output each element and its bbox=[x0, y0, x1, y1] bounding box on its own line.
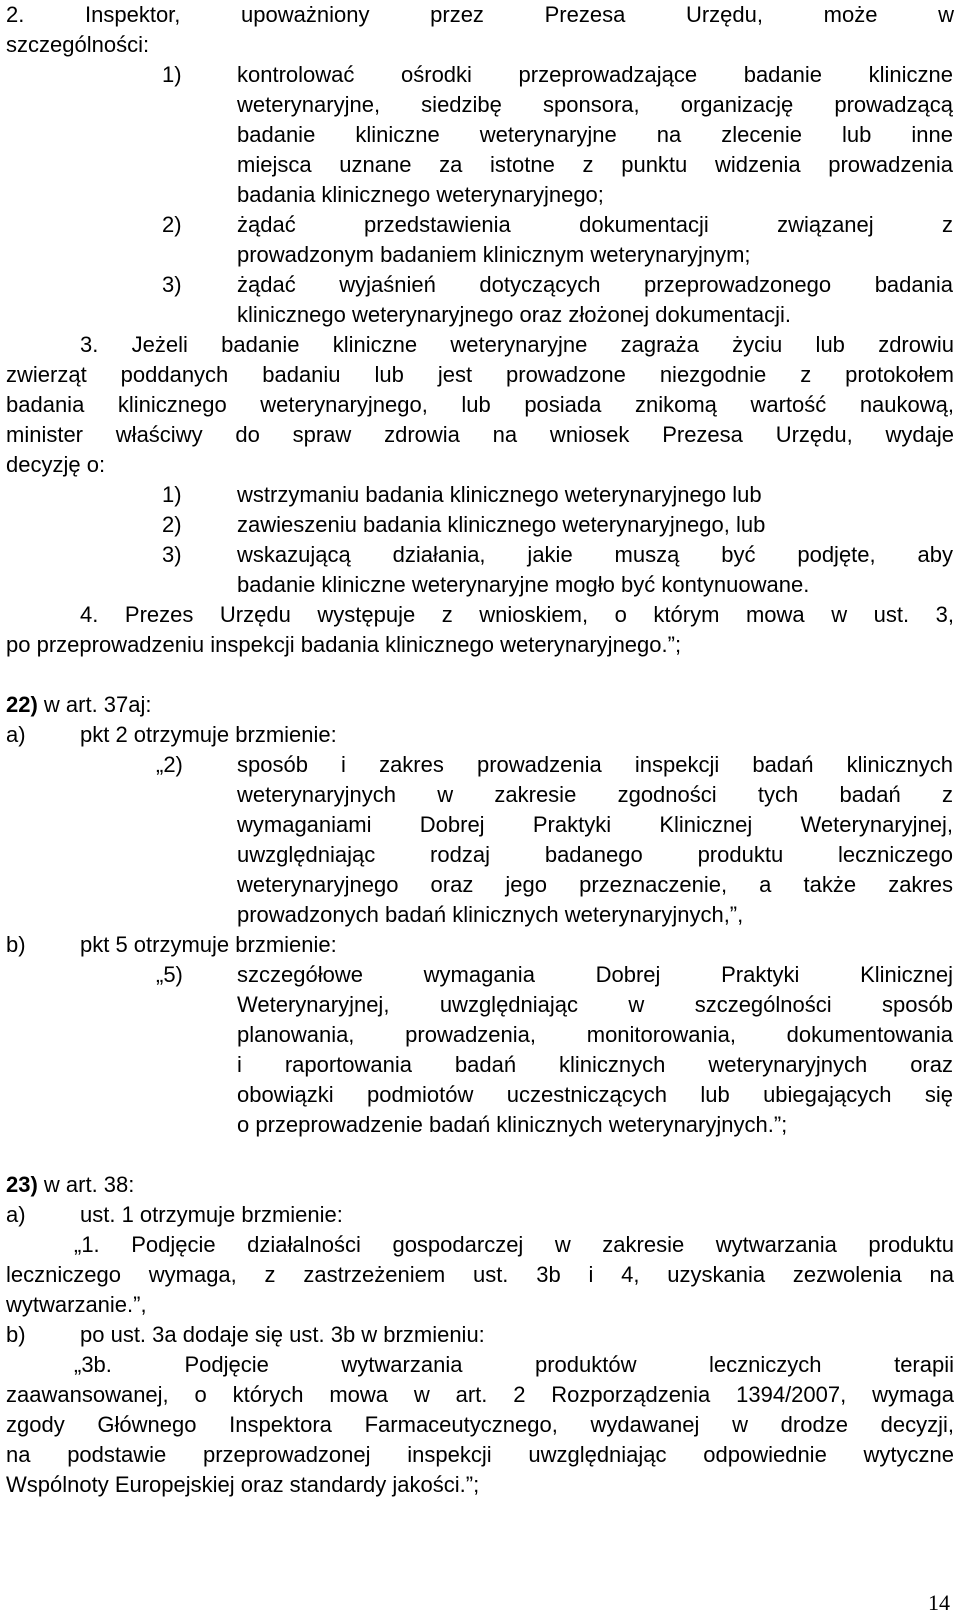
page-number: 14 bbox=[928, 1590, 950, 1615]
paragraph-line: „3b. Podjęcie wytwarzania produktów leczniczych terapii bbox=[74, 1352, 954, 1377]
list-number: 3) bbox=[162, 542, 182, 567]
list-item-text: weterynaryjne, siedzibę sponsora, organizację prowadzącą bbox=[237, 92, 953, 117]
list-item-text: badania klinicznego weterynaryjnego; bbox=[237, 182, 604, 207]
list-item-text: weterynaryjnego oraz jego przeznaczenie, a także zakres bbox=[237, 872, 953, 897]
list-item-text: obowiązki podmiotów uczestniczących lub ubiegających się bbox=[237, 1082, 953, 1107]
list-item-text: prowadzonym badaniem klinicznym weterynaryjnym; bbox=[237, 242, 751, 267]
paragraph-line: zaawansowanej, o których mowa w art. 2 Rozporządzenia 1394/2007, wymaga bbox=[6, 1382, 954, 1407]
list-item-text: miejsca uznane za istotne z punktu widzenia prowadzenia bbox=[237, 152, 953, 177]
list-number: „5) bbox=[156, 962, 183, 987]
list-item-text: uwzględniając rodzaj badanego produktu leczniczego bbox=[237, 842, 953, 867]
list-item-text: planowania, prowadzenia, monitorowania, dokumentowania bbox=[237, 1022, 953, 1047]
sub-point bbox=[6, 930, 954, 960]
list-number: 2) bbox=[162, 212, 182, 237]
paragraph-line: po przeprowadzeniu inspekcji badania klinicznego weterynaryjnego.”; bbox=[6, 632, 682, 657]
paragraph-line: wytwarzanie.”, bbox=[6, 1292, 147, 1317]
paragraph-line: szczególności: bbox=[6, 32, 150, 57]
paragraph-line: 2. Inspektor, upoważniony przez Prezesa Urzędu, może w bbox=[6, 2, 954, 27]
paragraph-line: leczniczego wymaga, z zastrzeżeniem ust. 3b i 4, uzyskania zezwolenia na bbox=[6, 1262, 954, 1287]
list-number: 1) bbox=[162, 62, 182, 87]
sub-point bbox=[6, 1200, 954, 1230]
paragraph-line: 3. Jeżeli badanie kliniczne weterynaryjne zagraża życiu lub zdrowiu bbox=[80, 332, 954, 357]
sub-point-text: pkt 5 otrzymuje brzmienie: bbox=[80, 932, 337, 957]
sub-point-label: a) bbox=[6, 1202, 26, 1227]
paragraph-line: zgody Głównego Inspektora Farmaceutycznego, wydawanej w drodze decyzji, bbox=[6, 1412, 954, 1437]
list-item-text: zawieszeniu badania klinicznego weterynaryjnego, lub bbox=[237, 512, 766, 537]
list-item-text: i raportowania badań klinicznych weterynaryjnych oraz bbox=[237, 1052, 953, 1077]
sub-point-label: a) bbox=[6, 722, 26, 747]
sub-point-text: ust. 1 otrzymuje brzmienie: bbox=[80, 1202, 343, 1227]
list-item-text: żądać wyjaśnień dotyczących przeprowadzonego badania bbox=[237, 272, 953, 297]
point-heading bbox=[6, 1170, 954, 1200]
list-item-text: Weterynaryjnej, uwzględniając w szczególności sposób bbox=[237, 992, 953, 1017]
paragraph-line: decyzję o: bbox=[6, 452, 106, 477]
list-item-text: żądać przedstawienia dokumentacji związanej z bbox=[237, 212, 953, 237]
list-item-text: prowadzonych badań klinicznych weterynaryjnych,”, bbox=[237, 902, 744, 927]
point-title: w art. 37aj: bbox=[37, 692, 152, 717]
point-number: 22) bbox=[6, 692, 38, 717]
sub-point bbox=[6, 720, 954, 750]
list-item-text: wskazującą działania, jakie muszą być podjęte, aby bbox=[237, 542, 953, 567]
list-item-text: kontrolować ośrodki przeprowadzające badanie kliniczne bbox=[237, 62, 953, 87]
sub-point-text: pkt 2 otrzymuje brzmienie: bbox=[80, 722, 337, 747]
list-item-text: szczegółowe wymagania Dobrej Praktyki Klinicznej bbox=[237, 962, 953, 987]
list-item-text: badanie kliniczne weterynaryjne na zlecenie lub inne bbox=[237, 122, 953, 147]
list-number: „2) bbox=[156, 752, 183, 777]
list-item-text: wstrzymaniu badania klinicznego weterynaryjnego lub bbox=[237, 482, 762, 507]
list-item-text: weterynaryjnych w zakresie zgodności tych badań z bbox=[237, 782, 953, 807]
list-item-text: wymaganiami Dobrej Praktyki Klinicznej Weterynaryjnej, bbox=[237, 812, 953, 837]
paragraph-line: 4. Prezes Urzędu występuje z wnioskiem, o którym mowa w ust. 3, bbox=[80, 602, 954, 627]
sub-point-text: po ust. 3a dodaje się ust. 3b w brzmieniu: bbox=[80, 1322, 485, 1347]
list-item-text: badanie kliniczne weterynaryjne mogło być kontynuowane. bbox=[237, 572, 810, 597]
list-item-text: sposób i zakres prowadzenia inspekcji badań klinicznych bbox=[237, 752, 953, 777]
list-number: 2) bbox=[162, 512, 182, 537]
sub-point-label: b) bbox=[6, 1322, 26, 1347]
list-item-text: klinicznego weterynaryjnego oraz złożonej dokumentacji. bbox=[237, 302, 791, 327]
paragraph-line: „1. Podjęcie działalności gospodarczej w zakresie wytwarzania produktu bbox=[74, 1232, 954, 1257]
point-number: 23) bbox=[6, 1172, 38, 1197]
point-heading bbox=[6, 690, 954, 720]
sub-point bbox=[6, 1320, 954, 1350]
paragraph-line: minister właściwy do spraw zdrowia na wniosek Prezesa Urzędu, wydaje bbox=[6, 422, 954, 447]
paragraph-line: badania klinicznego weterynaryjnego, lub posiada znikomą wartość naukową, bbox=[6, 392, 954, 417]
point-title: w art. 38: bbox=[37, 1172, 135, 1197]
list-number: 3) bbox=[162, 272, 182, 297]
list-item-text: o przeprowadzenie badań klinicznych weterynaryjnych.”; bbox=[237, 1112, 788, 1137]
paragraph-line: na podstawie przeprowadzonej inspekcji uwzględniając odpowiednie wytyczne bbox=[6, 1442, 954, 1467]
paragraph-line: Wspólnoty Europejskiej oraz standardy jakości.”; bbox=[6, 1472, 480, 1497]
paragraph-line: zwierząt poddanych badaniu lub jest prowadzone niezgodnie z protokołem bbox=[6, 362, 954, 387]
list-number: 1) bbox=[162, 482, 182, 507]
sub-point-label: b) bbox=[6, 932, 26, 957]
